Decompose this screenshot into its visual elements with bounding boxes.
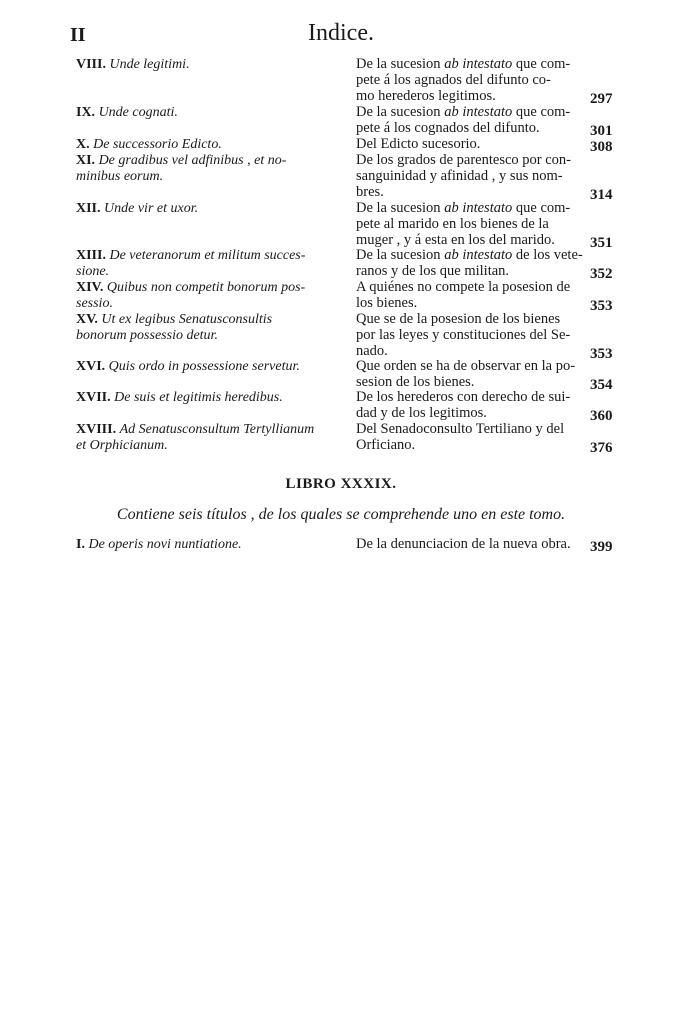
entry-number: VIII. (76, 57, 110, 72)
entry-latin-text: De operis novi nuntiatione. (88, 537, 242, 552)
entry-number: XV. (76, 312, 102, 327)
entry-number: XVII. (76, 390, 115, 405)
entry-number: XII. (76, 201, 105, 216)
entry-page-reference: 314 (590, 186, 613, 203)
entry-latin-text: Quis ordo in possessione servetur. (108, 359, 300, 374)
entry-page-reference: 351 (590, 234, 613, 251)
entry-page-reference: 354 (590, 376, 613, 393)
entry-latin-title (76, 248, 316, 280)
entry-latin-title (76, 201, 316, 217)
entry-spanish-title: Que orden se ha de observar en la po- sesion de los bienes. (356, 358, 576, 390)
entry-spanish-title: De la sucesion ab intestato de los vete- ranos y de los que militan. (356, 247, 583, 279)
entry-number: XVIII. (76, 422, 120, 437)
entry-latin-text: Unde cognati. (98, 105, 178, 120)
entry-latin-text: Ut ex legibus Senatusconsultis bonorum possessio detur. (76, 312, 273, 343)
entry-latin-text: De veteranorum et militum succes- sione. (76, 248, 306, 279)
entry-latin-title (76, 312, 316, 344)
entry-page-reference: 308 (590, 139, 613, 155)
entry-latin-text: Unde legitimi. (109, 57, 190, 72)
entry-number: XIV. (76, 280, 107, 295)
entry-spanish-title: De la sucesion ab intestato que com- pete á los cognados del difunto. (356, 104, 571, 136)
entry-page-reference: 376 (590, 439, 613, 456)
entry-latin-title (76, 537, 316, 553)
entry-number: X. (76, 137, 94, 152)
entry-latin-text: De gradibus vel adfinibus , et no- minibus eorum. (76, 153, 287, 184)
entry-latin-text: Unde vir et uxor. (104, 201, 199, 216)
entry-latin-title (76, 280, 316, 312)
entry-page-reference: 301 (590, 122, 613, 139)
entry-latin-title (76, 359, 316, 375)
entry-spanish-title: A quiénes no compete la posesion de los bienes. (356, 279, 571, 311)
entry-latin-title (76, 57, 316, 73)
entry-latin-text: Ad Senatusconsultum Tertyllianum et Orphicianum. (76, 422, 315, 453)
entry-spanish-title: Del Edicto sucesorio. (356, 136, 481, 152)
entry-spanish-title: Del Senadoconsulto Tertiliano y del Orficiano. (356, 421, 565, 453)
entry-latin-title (76, 390, 316, 406)
entry-spanish-title: Que se de la posesion de los bienes por las leyes y constituciones del Se- nado. (356, 311, 571, 359)
entry-page-reference: 399 (590, 539, 613, 555)
entry-number: XIII. (76, 248, 110, 263)
entry-number: XI. (76, 153, 99, 168)
libro-description: Contiene seis títulos , de los quales se comprehende uno en este tomo. (116, 506, 566, 523)
entry-page-reference: 353 (590, 297, 613, 314)
entry-page-reference: 353 (590, 345, 613, 362)
entry-latin-text: De suis et legitimis heredibus. (114, 390, 283, 405)
entry-number: XVI. (76, 359, 109, 374)
entry-page-reference: 297 (590, 90, 613, 107)
entry-latin-text: Quibus non competit bonorum pos- sessio. (76, 280, 306, 311)
entry-latin-title (76, 137, 316, 153)
entry-number: I. (76, 537, 89, 552)
page-number: II (70, 24, 86, 46)
entry-page-reference: 360 (590, 407, 613, 424)
entry-number: IX. (76, 105, 99, 120)
entry-latin-title (76, 422, 316, 454)
entry-spanish-title: De los herederos con derecho de sui- dad y de los legitimos. (356, 389, 571, 421)
running-head: Indice. (308, 20, 374, 46)
entry-latin-title (76, 153, 316, 185)
entry-latin-text: De successorio Edicto. (93, 137, 222, 152)
entry-spanish-title: De la sucesion ab intestato que com- pete á los agnados del difunto co- mo herederos legitimos. (356, 56, 571, 104)
libro-heading: LIBRO XXXIX. (285, 476, 397, 492)
entry-spanish-title: De la denunciacion de la nueva obra. (356, 536, 571, 552)
entry-page-reference: 352 (590, 265, 613, 282)
entry-spanish-title: De la sucesion ab intestato que com- pete al marido en los bienes de la muger , y á esta en los del marido. (356, 200, 571, 248)
entry-spanish-title: De los grados de parentesco por con- sanguinidad y afinidad , y sus nom- bres. (356, 152, 572, 200)
entry-latin-title (76, 105, 316, 121)
